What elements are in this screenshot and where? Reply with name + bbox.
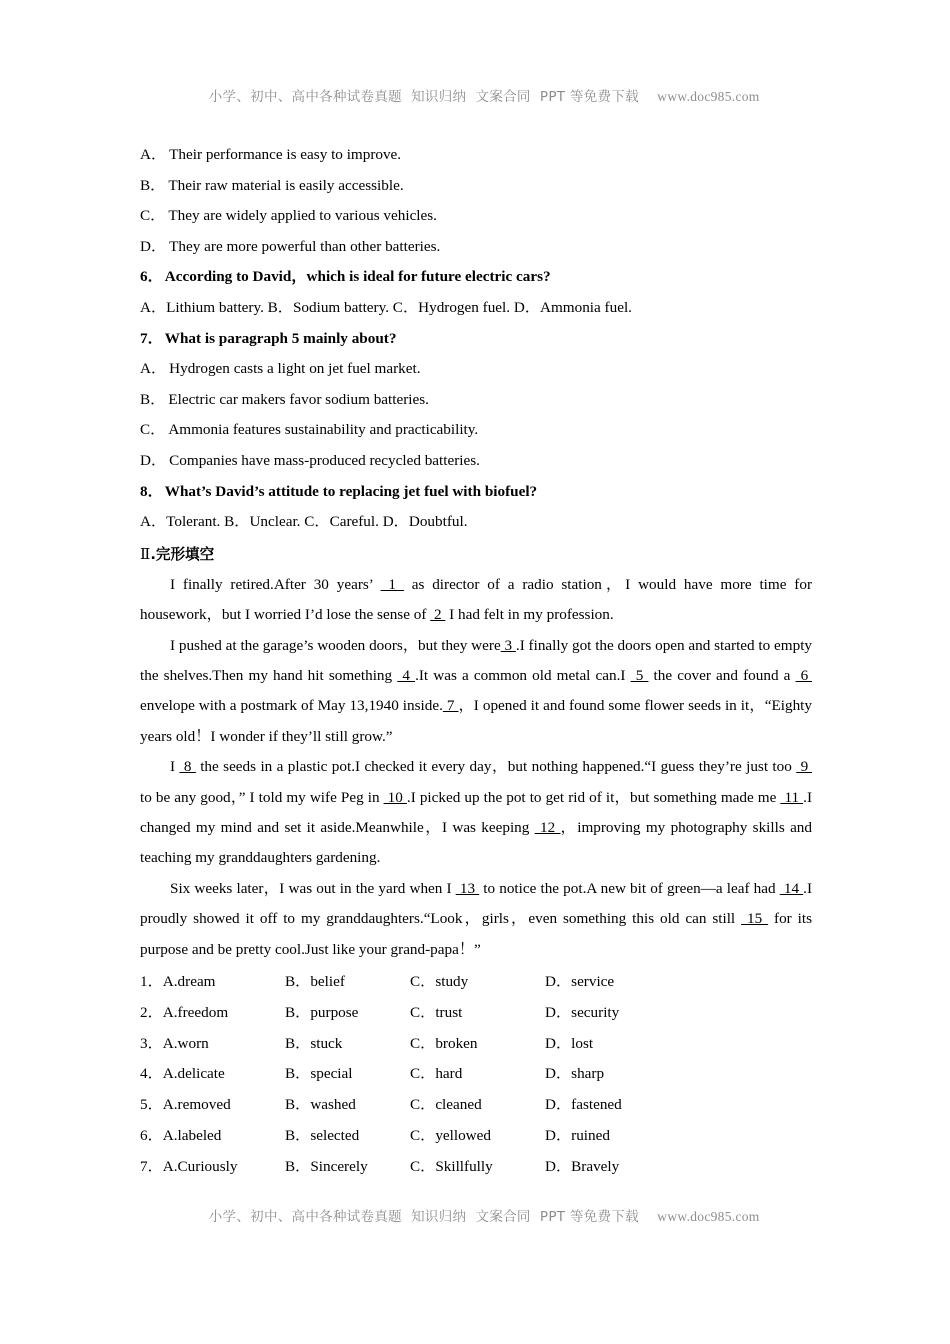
cloze-option-a: [140, 998, 285, 1029]
option-line: [140, 140, 812, 171]
header-watermark-url: www.doc985.com: [657, 89, 760, 104]
cloze-option-a-text: A.Curiously: [162, 1157, 238, 1175]
cloze-option-d: D．ruined: [545, 1126, 610, 1144]
cloze-option-c: C．study: [410, 973, 469, 990]
section-title: .完形填空: [150, 545, 215, 563]
question-7-stem: [140, 324, 812, 355]
cloze-option-number: 6．: [140, 1126, 163, 1144]
option-label: A．: [140, 360, 167, 378]
cloze-option-b: B．Sincerely: [285, 1157, 368, 1175]
cloze-option-number: 2．: [140, 1003, 163, 1021]
cloze-option-a-text: A.worn: [162, 1034, 209, 1052]
cloze-paragraph: I finally retired.After 30 years’ 1 as director of a radio station，I would have more time for housework，but I worried I’d lose the sense of 2 I had felt in my profession.: [140, 575, 813, 624]
cloze-option-d: D．sharp: [545, 1065, 605, 1083]
cloze-option-b: B．washed: [285, 1096, 356, 1114]
cloze-option-d: D．security: [545, 1003, 620, 1021]
cloze-option-a: [140, 1121, 285, 1152]
cloze-option-number: 4．: [140, 1065, 163, 1083]
cloze-blank-10: 10: [383, 788, 407, 806]
cloze-blank-1: 1: [380, 575, 404, 593]
cloze-option-number: 3．: [140, 1034, 163, 1052]
cloze-option-row: [140, 1059, 812, 1090]
cloze-option-row: [140, 1029, 812, 1060]
option-label: D．: [140, 237, 167, 255]
option-text: Their performance is easy to improve.: [169, 146, 402, 163]
cloze-blank-14: 14: [779, 879, 804, 897]
option-text: They are widely applied to various vehicles.: [168, 207, 437, 225]
option-text: They are more powerful than other batteries.: [169, 237, 441, 255]
cloze-paragraph: I 8 the seeds in a plastic pot.I checked it every day，but nothing happened.“I guess they’re just too 9 to be any good，” I told my wife Peg in 10 .I picked up the pot to get rid of it，but something made me 11 .I changed my mind and set it aside.Meanwhile，I was keeping 12 ，improving my photography skills and teaching my granddaughters gardening.: [140, 758, 813, 867]
cloze-option-a: [140, 1029, 285, 1060]
question-number: 7．: [140, 329, 163, 347]
option-label: C．: [140, 421, 166, 439]
option-text: A．Lithium battery. B．Sodium battery. C．Hydrogen fuel. D．Ammonia fuel.: [140, 298, 632, 316]
option-text: Companies have mass-produced recycled batteries.: [169, 451, 480, 469]
question-6-options: [140, 293, 812, 324]
option-label: D．: [140, 451, 167, 469]
document-body: [140, 140, 812, 1183]
footer-watermark-url: www.doc985.com: [657, 1209, 760, 1224]
cloze-option-b: B．special: [285, 1065, 353, 1083]
cloze-paragraph: I pushed at the garage’s wooden doors，but they were 3 .I finally got the doors open and started to empty the shelves.Then my hand hit something 4 .It was a common old metal can.I 5 the cover and found a 6 envelope with a postmark of May 13,1940 inside. 7 ，I opened it and found some flower seeds in it，“Eighty years old！I wonder if they’ll still grow.”: [140, 636, 813, 745]
question-6-stem: [140, 262, 812, 293]
cloze-blank-15: 15: [741, 910, 769, 928]
cloze-paragraph: Six weeks later，I was out in the yard when I 13 to notice the pot.A new bit of green—a leaf had 14 .I proudly showed it off to my granddaughters.“Look，girls，even something this old can still 15 for its purpose and be pretty cool.Just like your grand-papa！”: [140, 879, 813, 958]
question-number: 6．: [140, 268, 163, 286]
cloze-option-d: D．fastened: [545, 1096, 622, 1114]
cloze-option-number: 5．: [140, 1096, 163, 1114]
section-numeral: Ⅱ: [140, 545, 151, 563]
cloze-blank-7: 7: [442, 697, 459, 715]
cloze-blank-8: 8: [179, 758, 196, 776]
cloze-option-a: [140, 1090, 285, 1121]
cloze-option-a-text: A.delicate: [162, 1065, 225, 1083]
option-label: B．: [140, 390, 166, 408]
cloze-blank-6: 6: [795, 666, 813, 684]
option-line: [140, 354, 812, 385]
cloze-option-b: B．selected: [285, 1126, 360, 1144]
cloze-blank-4: 4: [397, 666, 416, 684]
option-text: Electric car makers favor sodium batteries.: [168, 390, 429, 408]
cloze-option-d: D．Bravely: [545, 1157, 620, 1175]
question-text: According to David，which is ideal for future electric cars?: [164, 268, 551, 286]
cloze-option-number: 1．: [140, 973, 163, 990]
cloze-option-a: [140, 1152, 285, 1183]
cloze-option-b: B．stuck: [285, 1034, 343, 1052]
cloze-option-a-text: A.labeled: [162, 1126, 222, 1144]
option-label: C．: [140, 207, 166, 225]
cloze-blank-12: 12: [534, 818, 561, 836]
cloze-option-b: B．belief: [285, 973, 345, 990]
option-line: [140, 232, 812, 263]
question-number: 8．: [140, 482, 163, 500]
question-8-options: [140, 507, 812, 538]
option-text: Hydrogen casts a light on jet fuel market.: [169, 360, 421, 378]
cloze-option-c: C．trust: [410, 1003, 463, 1021]
cloze-option-c: C．Skillfully: [410, 1157, 493, 1175]
cloze-option-a-text: A.freedom: [162, 1003, 229, 1021]
cloze-blank-5: 5: [630, 666, 649, 684]
cloze-option-a: [140, 967, 285, 998]
option-line: [140, 201, 812, 232]
cloze-option-a-text: A.dream: [162, 973, 216, 990]
cloze-option-b: B．purpose: [285, 1003, 359, 1021]
cloze-blank-13: 13: [455, 879, 480, 897]
header-watermark: [0, 69, 950, 121]
cloze-option-c: C．broken: [410, 1034, 478, 1052]
option-text: Ammonia features sustainability and practicability.: [168, 421, 479, 439]
cloze-blank-2: 2: [430, 606, 446, 624]
question-text: What is paragraph 5 mainly about?: [164, 329, 397, 347]
question-text: What’s David’s attitude to replacing jet fuel with biofuel?: [164, 482, 538, 500]
cloze-option-a-text: A.removed: [162, 1096, 231, 1114]
cloze-option-number: 7．: [140, 1157, 163, 1175]
cloze-option-d: D．lost: [545, 1034, 594, 1052]
cloze-option-d: D．service: [545, 973, 615, 990]
option-line: [140, 385, 812, 416]
cloze-option-row: [140, 1152, 812, 1183]
cloze-option-a: [140, 1059, 285, 1090]
question-8-stem: [140, 477, 812, 508]
header-watermark-text: 小学、初中、高中各种试卷真题 知识归纳 文案合同 PPT 等免费下载: [208, 89, 639, 105]
option-line: [140, 415, 812, 446]
cloze-option-c: C．cleaned: [410, 1096, 482, 1114]
option-label: B．: [140, 176, 166, 194]
cloze-option-c: C．hard: [410, 1065, 463, 1083]
cloze-option-row: [140, 967, 812, 998]
cloze-options-list: [140, 967, 812, 1183]
option-line: [140, 171, 812, 202]
cloze-option-row: [140, 998, 812, 1029]
option-label: A．: [140, 146, 167, 163]
cloze-option-c: C．yellowed: [410, 1126, 491, 1144]
cloze-blank-9: 9: [796, 758, 813, 776]
cloze-blank-11: 11: [780, 788, 804, 806]
footer-watermark: [0, 1189, 950, 1241]
option-line: [140, 446, 812, 477]
cloze-blank-3: 3: [500, 636, 516, 654]
cloze-option-row: [140, 1121, 812, 1152]
cloze-option-row: [140, 1090, 812, 1121]
option-text: A．Tolerant. B．Unclear. C．Careful. D．Doubtful.: [140, 513, 468, 531]
section-heading-cloze: [140, 539, 812, 570]
footer-watermark-text: 小学、初中、高中各种试卷真题 知识归纳 文案合同 PPT 等免费下载: [208, 1209, 639, 1225]
option-text: Their raw material is easily accessible.: [168, 176, 404, 194]
